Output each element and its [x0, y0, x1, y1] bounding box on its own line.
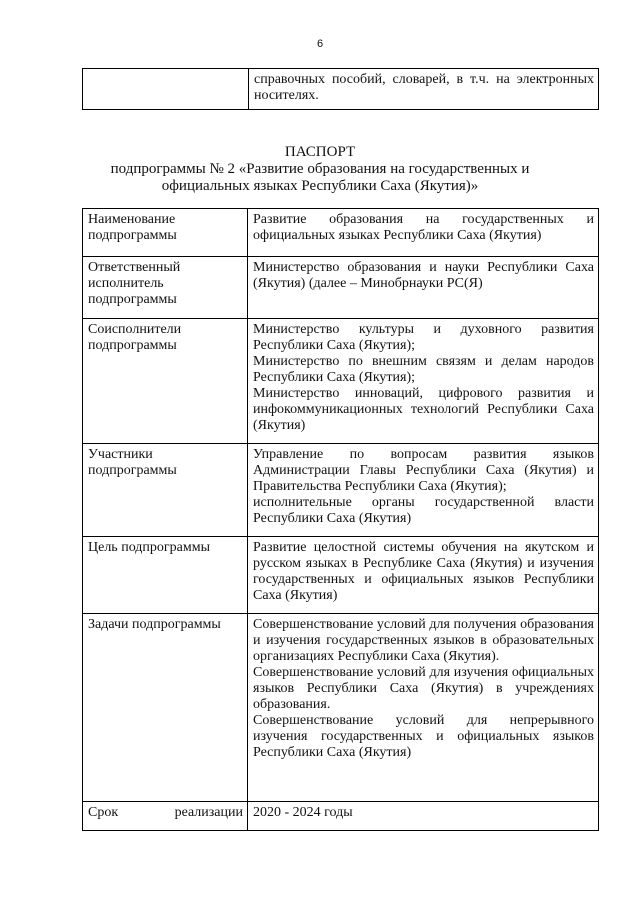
row-label: Цель подпрограммы: [83, 537, 248, 614]
passport-subtitle-line-1: подпрограммы № 2 «Развитие образования на государственных и: [110, 161, 530, 177]
table-row: [83, 209, 599, 257]
page-number: 6: [316, 38, 324, 50]
value-paragraph: исполнительные органы государственной власти Республики Саха (Якутия): [253, 495, 594, 526]
table-row: [83, 257, 599, 319]
table-row: [83, 69, 599, 110]
row-label: Задачи подпрограммы: [83, 614, 248, 802]
row-label: Участники подпрограммы: [83, 444, 248, 537]
value-paragraph: 2020 - 2024 годы: [253, 805, 353, 820]
value-paragraph: Министерство по внешним связям и делам народов Республики Саха (Якутия);: [253, 354, 594, 385]
value-paragraph: Министерство культуры и духовного развития Республики Саха (Якутия);: [253, 322, 594, 353]
value-paragraph: Управление по вопросам развития языков Администрации Главы Республики Саха (Якутия) и Правительства Республики Саха (Якутия);: [253, 447, 594, 494]
value-paragraph: Министерство инноваций, цифрового развития и инфокоммуникационных технологий Республики Саха (Якутия): [253, 386, 594, 433]
row-label: Соисполнители подпрограммы: [83, 319, 248, 444]
value-paragraph: Совершенствование условий для изучения официальных языков Республики Саха (Якутия) в учреждениях образования.: [253, 665, 594, 712]
row-value: [248, 444, 599, 537]
row-value: [248, 319, 599, 444]
row-value: [248, 537, 599, 614]
row-value: [248, 209, 599, 257]
row-label: Срок реализации: [83, 802, 248, 831]
row-value: [248, 614, 599, 802]
passport-table: [82, 208, 599, 831]
passport-heading: [0, 144, 640, 195]
value-paragraph: Развитие целостной системы обучения на якутском и русском языках в Республике Саха (Якутия) и изучения государственных и официальных языков Республики Саха (Якутия): [253, 540, 594, 603]
table-row: [83, 614, 599, 802]
table-row: [83, 444, 599, 537]
continuation-text: справочных пособий, словарей, в т.ч. на электронных носителях.: [249, 69, 599, 110]
table-row: [83, 319, 599, 444]
row-label: Наименование подпрограммы: [83, 209, 248, 257]
table-row: [83, 802, 599, 831]
row-value: [248, 257, 599, 319]
row-value: [248, 802, 599, 831]
value-paragraph: Совершенствование условий для непрерывного изучения государственных и официальных языков Республики Саха (Якутия): [253, 713, 594, 760]
continuation-label-cell: [83, 69, 249, 110]
passport-subtitle-line-2: официальных языках Республики Саха (Якутия)»: [161, 178, 479, 194]
value-paragraph: Министерство образования и науки Республики Саха (Якутия) (далее – Минобрнауки РС(Я): [253, 260, 594, 291]
value-paragraph: Развитие образования на государственных и официальных языках Республики Саха (Якутия): [253, 212, 594, 243]
continuation-table: [82, 68, 599, 110]
table-row: [83, 537, 599, 614]
value-paragraph: Совершенствование условий для получения образования и изучения государственных языков в образовательных организациях Республики Саха (Якутия).: [253, 617, 594, 664]
passport-title: ПАСПОРТ: [284, 144, 356, 160]
row-label: Ответственный исполнитель подпрограммы: [83, 257, 248, 319]
